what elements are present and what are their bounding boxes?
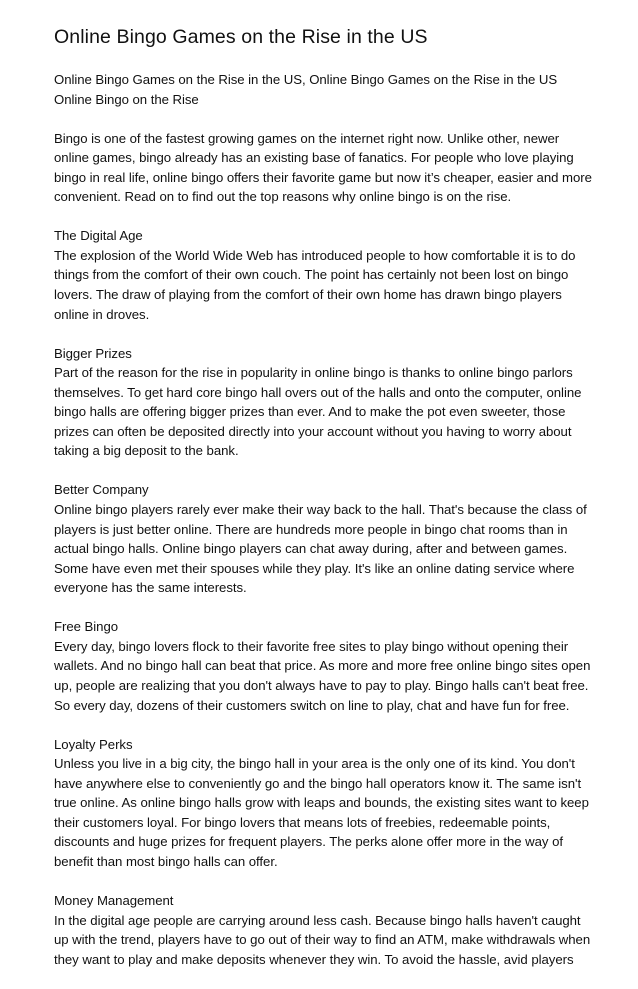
text-line: up with the trend, players have to go out of their way to find an ATM, make withdrawals when: [54, 932, 591, 948]
paragraph: [54, 344, 602, 461]
text-line: everyone has the same interests.: [54, 580, 247, 596]
page-title: Online Bingo Games on the Rise in the US: [54, 26, 428, 48]
paragraph: [54, 70, 602, 109]
text-line: bingo halls are offering bigger prizes than ever. And to make the pot even sweeter, those: [54, 404, 566, 420]
text-line: players is just better online. There are hundreds more people in bingo chat rooms than in: [54, 521, 568, 537]
paragraph: [54, 480, 602, 597]
text-line: The explosion of the World Wide Web has introduced people to how comfortable it is to do: [54, 247, 576, 263]
document-body: [54, 70, 602, 969]
text-line: taking a big deposit to the bank.: [54, 443, 239, 459]
text-line: online in droves.: [54, 306, 150, 322]
text-line: benefit than most bingo halls can offer.: [54, 853, 278, 869]
text-line: they want to play and make deposits whenever they win. To avoid the hassle, avid players: [54, 951, 574, 967]
text-line: lovers. The draw of playing from the comfort of their own home has drawn bingo players: [54, 287, 562, 303]
text-line: up, people are realizing that you don't always have to pay to play. Bingo halls can't beat free.: [54, 677, 589, 693]
paragraph: [54, 735, 602, 872]
text-line: Loyalty Perks: [54, 736, 133, 752]
paragraph: [54, 129, 602, 207]
text-line: have anywhere else to conveniently go and the bingo hall operators know it. The same isn't: [54, 775, 582, 791]
text-line: In the digital age people are carrying around less cash. Because bingo halls haven't caught: [54, 912, 581, 928]
paragraph: [54, 226, 602, 324]
text-line: Online Bingo on the Rise: [54, 91, 199, 107]
text-line: Free Bingo: [54, 619, 119, 635]
text-line: Better Company: [54, 482, 149, 498]
text-line: Bigger Prizes: [54, 345, 132, 361]
text-line: wallets. And no bingo hall can beat that price. As more and more free online bingo sites open: [54, 658, 591, 674]
document-page: [54, 24, 602, 989]
text-line: bingo in real life, online bingo offers their favorite game but now it’s cheaper, easier and more: [54, 169, 592, 185]
text-line: things from the comfort of their own couch. The point has certainly not been lost on bingo: [54, 267, 569, 283]
text-line: true online. As online bingo halls grow with leaps and bounds, the existing sites want to keep: [54, 795, 589, 811]
paragraph: [54, 617, 602, 715]
text-line: online games, bingo already has an existing base of fanatics. For people who love playing: [54, 150, 574, 166]
text-line: Unless you live in a big city, the bingo hall in your area is the only one of its kind. You don't: [54, 756, 575, 772]
text-line: themselves. To get hard core bingo hall overs out of the halls and onto the computer, online: [54, 384, 582, 400]
text-line: Part of the reason for the rise in popularity in online bingo is thanks to online bingo parlors: [54, 365, 573, 381]
text-line: So every day, dozens of their customers switch on line to play, chat and have fun for free.: [54, 697, 570, 713]
text-line: Online bingo players rarely ever make their way back to the hall. That's because the class of: [54, 502, 587, 518]
text-line: actual bingo halls. Online bingo players can chat away during, after and between games.: [54, 541, 568, 557]
text-line: Bingo is one of the fastest growing games on the internet right now. Unlike other, newer: [54, 130, 560, 146]
text-line: discounts and huge prizes for frequent players. The perks alone offer more in the way of: [54, 834, 563, 850]
text-line: Money Management: [54, 892, 174, 908]
text-line: convenient. Read on to find out the top reasons why online bingo is on the rise.: [54, 189, 512, 205]
text-line: prizes can often be deposited directly into your account without you having to worry about: [54, 423, 572, 439]
text-line: Every day, bingo lovers flock to their favorite free sites to play bingo without opening their: [54, 638, 569, 654]
text-line: their customers loyal. For bingo lovers that means lots of freebies, redeemable points,: [54, 814, 551, 830]
text-line: Online Bingo Games on the Rise in the US, Online Bingo Games on the Rise in the US: [54, 72, 558, 87]
text-line: Some have even met their spouses while they play. It's like an online dating service where: [54, 560, 575, 576]
text-line: The Digital Age: [54, 228, 143, 244]
